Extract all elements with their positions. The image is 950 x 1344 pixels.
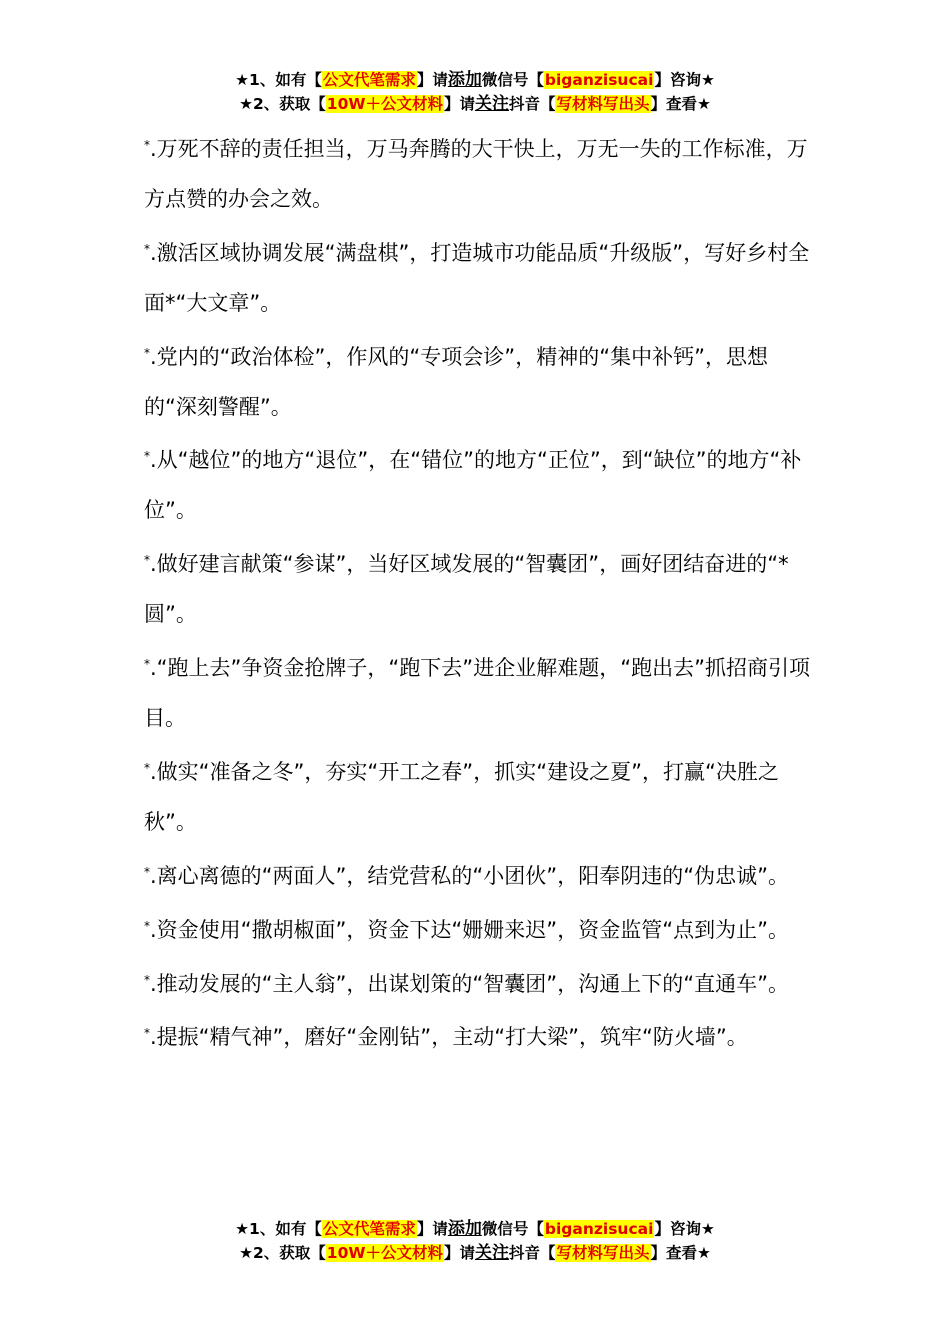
paragraph	[144, 848, 814, 902]
banner-text: 】请	[416, 1220, 448, 1238]
banner-highlight: 10W＋公文材料	[326, 1244, 443, 1262]
banner-text: 】查看★	[650, 1244, 711, 1262]
paragraph-text: .激活区域协调发展“满盘棋”，打造城市功能品质“升级版”，写好乡村全面*“大文章”。	[144, 240, 810, 315]
banner-line-2	[0, 92, 950, 116]
banner-text: 】请	[416, 71, 448, 89]
banner-text: ★1、如有【	[235, 71, 322, 89]
banner-text: ★1、如有【	[235, 1220, 322, 1238]
banner-text: 】咨询★	[654, 71, 715, 89]
banner-highlight: 公文代笔需求	[322, 1220, 416, 1238]
paragraph-text: .资金使用“撒胡椒面”，资金下达“姗姗来迟”，资金监管“点到为止”。	[150, 917, 789, 942]
bullet-mark: *	[144, 657, 150, 672]
paragraph	[144, 956, 814, 1010]
banner-wechat-id: biganzisucai	[544, 71, 654, 89]
paragraph-text: .提振“精气神”，磨好“金刚钻”，主动“打大梁”，筑牢“防火墙”。	[150, 1025, 748, 1050]
bullet-mark: *	[144, 553, 150, 568]
footer-banner	[0, 1217, 950, 1265]
paragraph-text: .万死不辞的责任担当，万马奔腾的大干快上，万无一失的工作标准，万方点赞的办会之效。	[144, 137, 808, 211]
banner-text: 微信号【	[481, 71, 544, 89]
paragraph-text: .“跑上去”争资金抢牌子，“跑下去”进企业解难题，“跑出去”抓招商引项目。	[144, 656, 810, 730]
paragraph-text: .从“越位”的地方“退位”，在“错位”的地方“正位”，到“缺位”的地方“补位”。	[144, 448, 802, 523]
paragraph	[144, 329, 814, 433]
paragraph-text: .离心离德的“两面人”，结党营私的“小团伙”，阳奉阴违的“伪忠诚”。	[150, 863, 789, 888]
banner-text: 】请	[443, 1244, 475, 1262]
paragraph-text: .做实“准备之冬”，夯实“开工之春”，抓实“建设之夏”，打赢“决胜之秋”。	[144, 759, 779, 834]
banner-text: 微信号【	[481, 1220, 544, 1238]
paragraph	[144, 744, 814, 848]
banner-douyin-id: 写材料写出头	[556, 1244, 650, 1262]
banner-underlined: 关注	[474, 94, 509, 114]
paragraph	[144, 1009, 814, 1063]
paragraph	[144, 536, 814, 640]
bullet-mark: *	[144, 864, 150, 879]
banner-douyin-id: 写材料写出头	[556, 95, 650, 113]
banner-line-2	[0, 1241, 950, 1265]
paragraph	[144, 432, 814, 536]
paragraph	[144, 121, 814, 225]
bullet-mark: *	[144, 345, 150, 360]
bullet-mark: *	[144, 1026, 150, 1041]
banner-line-1	[0, 1217, 950, 1241]
bullet-mark: *	[144, 241, 150, 256]
paragraph	[144, 902, 814, 956]
header-banner	[0, 68, 950, 116]
paragraph-text: .做好建言献策“参谋”，当好区域发展的“智囊团”，画好团结奋进的“*圆”。	[144, 552, 789, 627]
bullet-mark: *	[144, 918, 150, 933]
bullet-mark: *	[144, 760, 150, 775]
banner-highlight: 公文代笔需求	[322, 71, 416, 89]
banner-text: 】请	[443, 95, 475, 113]
banner-underlined: 添加	[447, 70, 482, 90]
banner-highlight: 10W＋公文材料	[326, 95, 443, 113]
paragraph-text: .党内的“政治体检”，作风的“专项会诊”，精神的“集中补钙”，思想的“深刻警醒”。	[144, 344, 768, 419]
banner-wechat-id: biganzisucai	[544, 1220, 654, 1238]
bullet-mark: *	[144, 138, 150, 152]
banner-text: ★2、获取【	[239, 95, 326, 113]
banner-text: 】查看★	[650, 95, 711, 113]
document-body	[144, 121, 814, 1063]
banner-underlined: 添加	[447, 1219, 482, 1239]
bullet-mark: *	[144, 972, 150, 987]
bullet-mark: *	[144, 449, 150, 464]
paragraph	[144, 225, 814, 329]
banner-line-1	[0, 68, 950, 92]
banner-text: ★2、获取【	[239, 1244, 326, 1262]
banner-text: 】咨询★	[654, 1220, 715, 1238]
banner-text: 抖音【	[508, 95, 556, 113]
banner-text: 抖音【	[508, 1244, 556, 1262]
paragraph	[144, 640, 814, 744]
banner-underlined: 关注	[474, 1243, 509, 1263]
paragraph-text: .推动发展的“主人翁”，出谋划策的“智囊团”，沟通上下的“直通车”。	[150, 971, 789, 996]
